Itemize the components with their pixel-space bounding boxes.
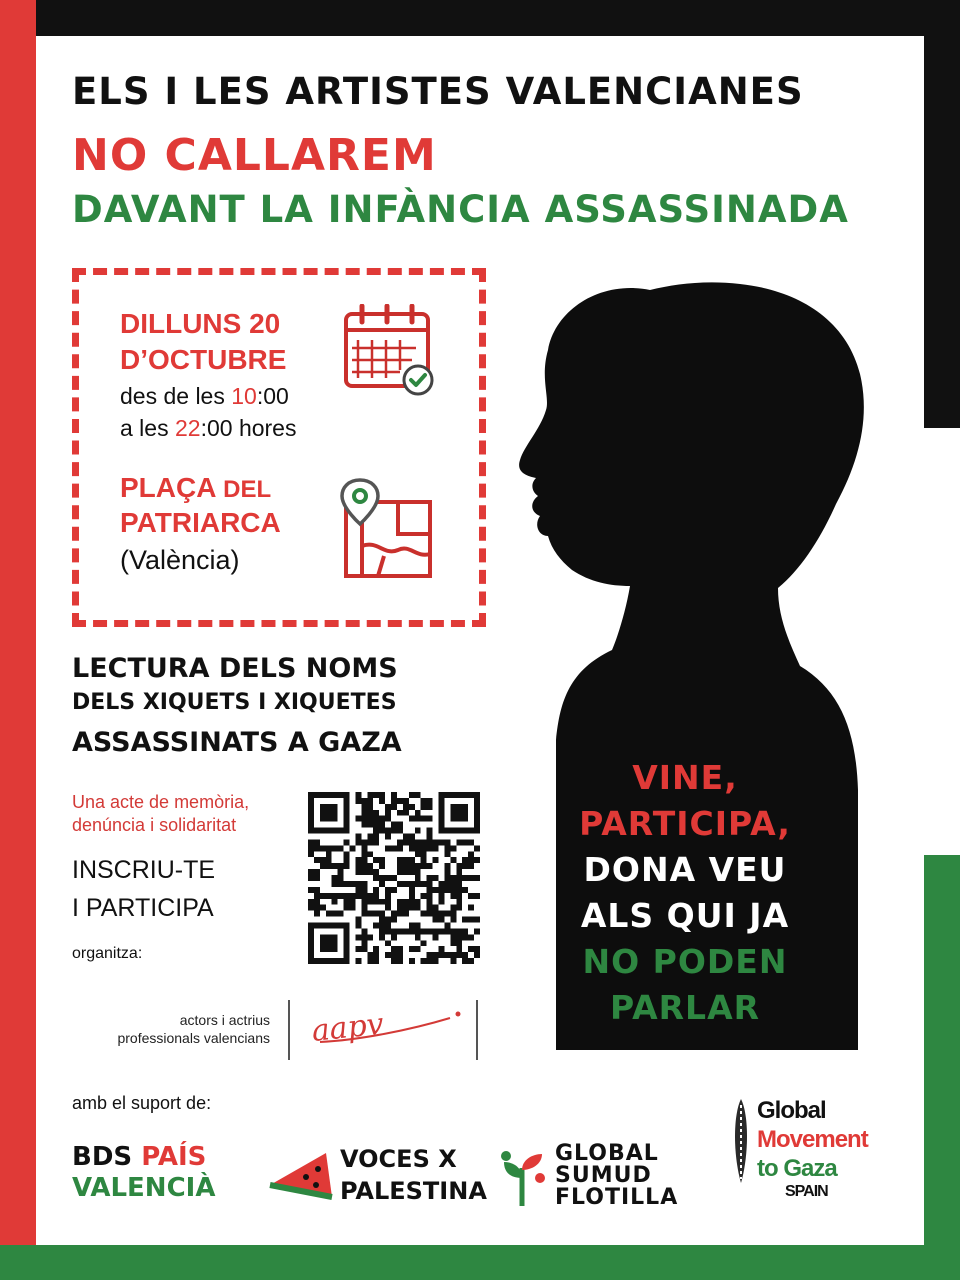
act-line1: Una acte de memòria, xyxy=(72,792,250,812)
global-sumud-flotilla-logo: GLOBAL SUMUD FLOTILLA xyxy=(555,1141,679,1210)
reading-line1: LECTURA DELS NOMS xyxy=(72,653,398,684)
call-line5: NO PODEN xyxy=(582,942,788,981)
watermelon-icon xyxy=(266,1145,336,1205)
organizer-name-line2: professionals valencians xyxy=(117,1030,270,1046)
event-time-line1: des de les 10:00 xyxy=(120,383,289,409)
organizer-name-line1: actors i actrius xyxy=(179,1012,270,1028)
global-movement-to-gaza-logo: Global Movement to Gaza SPAIN xyxy=(757,1097,868,1200)
support-label: amb el suport de: xyxy=(72,1093,212,1113)
signup-line2: I PARTICIPA xyxy=(72,894,214,922)
border-red-left xyxy=(0,0,36,1245)
key-icon xyxy=(727,1095,755,1187)
act-line2: denúncia i solidaritat xyxy=(72,815,237,835)
border-green-right xyxy=(924,855,960,1280)
reading-line2: DELS XIQUETS I XIQUETES xyxy=(72,690,397,715)
organizer-divider-right xyxy=(476,1000,478,1060)
call-line6: PARLAR xyxy=(609,988,761,1027)
event-date-line2: D’OCTUBRE xyxy=(120,344,287,375)
event-place-line1: PLAÇA DEL xyxy=(120,472,272,503)
qr-code[interactable] xyxy=(308,792,480,964)
voces-x-palestina-logo: VOCES X PALESTINA xyxy=(340,1145,487,1205)
map-pin-icon xyxy=(338,476,438,580)
border-green-bottom xyxy=(0,1245,960,1280)
headline-line2: NO CALLAREM xyxy=(72,130,437,181)
event-time-line2: a les 22:00 hores xyxy=(120,415,297,441)
organizer-divider-left xyxy=(288,1000,290,1060)
aapv-logo xyxy=(300,1000,470,1056)
svg-text:aapv: aapv xyxy=(310,1006,386,1049)
organizer-label: organitza: xyxy=(72,945,143,962)
bds-logo: BDS PAÍS VALENCIÀ xyxy=(72,1142,216,1203)
event-place-line3: (València) xyxy=(120,545,240,575)
reading-line3: ASSASSINATS A GAZA xyxy=(72,727,402,758)
headline-line3: DAVANT LA INFÀNCIA ASSASSINADA xyxy=(72,188,849,231)
call-line4: ALS QUI JA xyxy=(580,896,790,935)
calendar-check-icon xyxy=(342,304,438,396)
call-line1: VINE, xyxy=(632,758,738,797)
border-black-right xyxy=(924,0,960,428)
border-black-top xyxy=(36,0,960,36)
event-place-line2: PATRIARCA xyxy=(120,507,281,538)
headline-line1: ELS I LES ARTISTES VALENCIANES xyxy=(72,70,804,113)
event-date-line1: DILLUNS 20 xyxy=(120,308,281,339)
signup-line1: INSCRIU-TE xyxy=(72,856,216,884)
flotilla-leaf-icon xyxy=(498,1148,550,1208)
call-line2: PARTICIPA, xyxy=(579,804,791,843)
call-line3: DONA VEU xyxy=(583,850,787,889)
